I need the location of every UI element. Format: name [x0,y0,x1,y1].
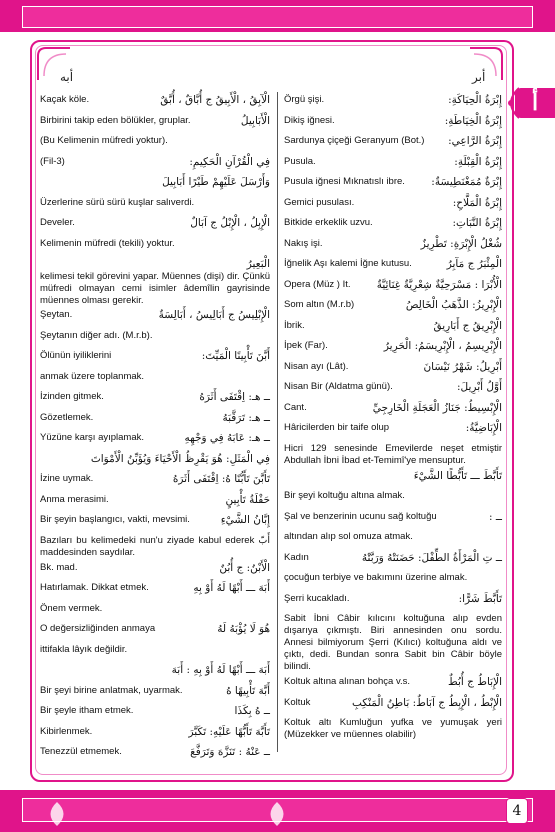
arabic-headword: الْإِبِلُ ، الْإِبْلُ ج آبَالٌ [190,217,270,229]
arabic-headword: الْإِبْسِيطُ: جَنَازُ الْعَجَلَةِ الْخَارِجِيِّ [372,401,502,414]
turkish-definition: Hâricilerden bir taife olup [284,422,390,433]
arabic-headword: الْإِبَاطُ ج أُبُطٌ [448,676,502,688]
turkish-definition: Şerri kucakladı. [284,592,350,604]
turkish-definition: Koltuk [284,696,311,708]
turkish-definition: Kibirlenmek. [40,725,93,737]
turkish-definition: Gözetlemek. [40,411,94,423]
turkish-definition: (Bu Kelimenin müfredi yoktur). [40,135,168,146]
arabic-headword: إِبْرَةٌ مُمَغْنَطِيسَةٌ: [431,176,502,188]
arabic-headword: أَبَّهَ تَأْبِيهًا هُ [226,684,270,697]
turkish-definition: (Fil-3) [40,155,65,167]
arabic-headword: إِبْرَةُ الْحِيَاكَةِ: [448,94,502,106]
arabic-headword: الْإِبْطُ ، الْإِبِطُ ج آبَاطٌ: بَاطِنُ الْمَنْكِبِ [351,696,502,709]
arabic-headword: الْمِئْبَرُ ج مَآبِرُ [446,258,502,270]
turkish-definition: Ölünün iyiliklerini [40,350,112,361]
turkish-definition: Anma merasimi. [40,493,109,505]
turkish-definition: Örgü şişi. [284,94,325,105]
arabic-headword: الْأَبْنُ: ج أُبُنٌ [219,561,270,574]
arabic-headword: فِي الْقُرْآنِ الْحَكِيمِ: [189,155,270,168]
arabic-headword: أَبْرِيلُ: شَهْرُ نَيْسَانَ [423,360,502,373]
turkish-definition: Kaçak köle. [40,94,90,105]
explanatory-paragraph: kelimesi tekil görevini yapar. Müennes (dişi) dir. Çünkü müfredi olmayan cemi isimler âdemîlin gayrisinde müennes olması gerekir. [40,271,270,306]
turkish-definition: O değersizliğinden anmaya [40,623,156,634]
floral-ornament-icon [260,800,294,828]
turkish-definition: Hatırlamak. Dikkat etmek. [40,582,149,593]
arabic-headword: الْأَبَابِيلُ [240,114,270,127]
turkish-definition: Bir şeyin başlangıcı, vakti, mevsimi. [40,514,190,525]
turkish-definition: Üzerlerine sürü sürü kuşlar salıverdi. [40,196,195,208]
turkish-definition: Gemici pusulası. [284,196,355,208]
turkish-definition: Som altın (M.r.b) [284,299,355,310]
top-decorative-band [0,0,555,32]
turkish-definition: Nakış işi. [284,237,323,249]
turkish-definition: Koltuk altına alınan bohça v.s. [284,676,411,687]
arabic-headword: أَبَهَ ـــ أَبْهًا لَهُ أَوْ بِهِ [193,582,270,594]
arabic-headword: تَأَبَّهَ تَأَبُّهًا عَلَيْهِ: تَكَبَّرَ [188,725,270,738]
arabic-headword: الْإِبْرِيقُ ج أَبَارِيقُ [433,319,502,332]
turkish-definition: Tenezzül etmemek. [40,746,122,757]
turkish-definition: Şal ve benzerinin ucunu sağ koltuğu [284,510,437,522]
arabic-headword: ــ هُ بِكَذَا [234,705,270,717]
arabic-headword: ــ : [488,510,502,523]
letter-tab: أ [515,88,555,118]
column-divider [277,92,278,752]
header-word-right: أبر [472,70,486,84]
floral-ornament-icon [40,800,74,828]
turkish-definition: İbrik. [284,319,305,331]
arabic-headword: ــ تِ الْمَرْأَةُ الطِّفْلَ: حَضَنَتْهُ وَرَبَّتْهُ [361,551,502,564]
turkish-definition: ittifakla lâyık değildir. [40,643,128,655]
arabic-headword: الْإِبَاضِيَّةُ: [465,422,502,434]
turkish-definition: anmak üzere toplanmak. [40,370,145,382]
arabic-headword: إِبْرَةُ النَّبَاتِ: [452,217,502,229]
explanatory-paragraph: Sabit İbni Câbir kılıcını koltuğuna alıp evden dışarıya çıkmıştı. Biri annesinden onu sordu. Annesi bilmiyorum Şerri (Kılıcı) koltuğuna aldı ve çıktı, dedi. Bundan sonra Sabit bin Câbir böyle bilindi. [284,613,502,672]
turkish-definition: Nisan Bir (Aldatma günü). [284,381,393,392]
turkish-definition: İpek (Far). [284,340,328,351]
page-number: 4 [506,798,528,824]
turkish-definition: Bir şeyi birine anlatmak, uyarmak. [40,684,183,696]
explanatory-paragraph: Koltuk altı Kumluğun yufka ve yumuşak yeri (Müzekker ve müennes olabilir) [284,717,502,740]
arabic-headword: إِبْرَةُ الْمَلَّاحِ: [452,196,502,209]
arabic-headword: الْبَعِيرُ [246,258,270,270]
turkish-definition: Kelimenin müfredi (tekili) yoktur. [40,237,175,249]
explanatory-paragraph: Hicri 129 senesinde Emevilerde neşet etmiştir Abdullah İbni İbad et-Temimî'ye mensuptur. [284,442,502,466]
turkish-definition: Şeytanın diğer adı. (M.r.b). [40,329,153,341]
turkish-definition: Bir şeyi koltuğu altına almak. [284,490,405,501]
arabic-headword: هُوَ لَا يُؤْبَهُ لَهُ [217,623,270,635]
turkish-definition: İğnelik Aşı kalemi İğne kutusu. [284,258,412,269]
turkish-definition: Sardunya çiçeği Geranyum (Bot.) [284,135,425,146]
explanatory-paragraph: Bazıları bu kelimedeki nun'u ziyade kabul ederek أَبّ maddesinden saydılar. [40,534,270,558]
turkish-definition: Yüzüne karşı ayıplamak. [40,432,145,443]
turkish-definition: Birbirini takip eden bölükler, gruplar. [40,114,191,126]
turkish-definition: Şeytan. [40,309,73,320]
arabic-headword: إِبَّانُ الشَّيْءِ [220,514,270,526]
arabic-headword: إِبْرَةُ الْخِيَاطَةِ: [444,114,502,127]
turkish-definition: Cant. [284,401,307,413]
turkish-definition: Opera (Müz ) It. [284,278,351,290]
turkish-definition: İzinden gitmek. [40,391,104,402]
arabic-headword: تَأَبَّنَ تَأَبُّنًا هُ: اِقْتَفَى أَثَرَهُ [172,473,270,485]
arabic-headword: الْإِبْرِيسِمُ ، الْإِبْرِيسَمُ: الْحَرِيرُ [383,340,502,352]
arabic-headword: أَوَّلُ أَبْرِيلَ: [457,381,502,393]
turkish-definition: Bk. mad. [40,561,78,573]
arabic-headword: ــ هـ: اِقْتَفَى أَثَرَهُ [199,391,270,403]
arabic-headword: تَأَبَّطَ ـــ تَأَبُّطًا الشَّيْءَ [413,469,502,482]
arabic-headword: حَفْلَةُ تَأْبِينٍ [225,493,270,506]
arabic-headword: شُغْلُ الْإِبْرَةِ: تَطْرِيزٌ [420,237,502,250]
arabic-headword: أَبَّنَ تَأْبِينًا الْمَيِّتَ: [201,350,270,362]
turkish-definition: Nisan ayı (Lât). [284,360,349,372]
arabic-headword: إِبْرَةُ الرَّاعِي: [448,135,502,147]
arabic-headword: وَأَرْسَلَ عَلَيْهِمْ طَيْرًا أَبَابِيلَ [162,176,270,188]
arabic-headword: ــ هـ: تَرَقَّبَهُ [222,411,270,424]
arabic-headword: ــ عَنْهُ : تَنَزَّهَ وَتَرَفَّعَ [190,746,270,758]
turkish-definition: Pusula iğnesi Mıknatıslı ibre. [284,176,405,187]
turkish-definition: çocuğun terbiye ve bakımını üzerine almak. [284,572,468,583]
turkish-definition: Kadın [284,551,309,563]
turkish-definition: Pusula. [284,155,316,167]
arabic-headword: ــ هـ: عَابَهُ فِي وَجْهِهِ [184,432,270,444]
arabic-headword: الْآبِقُ ، الْأَبِيقُ ج أُبَّاقٌ ، أُبَّقٌ [160,94,270,106]
arabic-headword: إِبْرَةُ الْقِبْلَةِ: [454,155,502,168]
turkish-definition: Bitkide erkeklik uzvu. [284,217,373,228]
turkish-definition: Önem vermek. [40,602,103,614]
turkish-definition: Develer. [40,217,75,228]
arabic-headword: الْأُبْرَا : مَسْرَحِيَّةٌ شِعْرِيَّةٌ غِنَائِيَّةٌ [376,278,502,291]
arabic-headword: فِي الْمَثَلِ: هُوَ يَقْرِظُ الْأَحْيَاءَ وَيُؤَبِّنُ الْأَمْوَاتَ [90,452,270,465]
arabic-headword: الْإِبْرِيزُ: الذَّهَبُ الْخَالِصُ [405,299,502,311]
arabic-headword: أَبَهَ ـــ أَبْهًا لَهُ أَوْ بِهِ : أَبَهَ [171,664,270,676]
turkish-definition: İzine uymak. [40,473,94,484]
turkish-definition: Dikiş iğnesi. [284,114,335,126]
turkish-definition: altından alıp sol omuza atmak. [284,531,413,542]
arabic-headword: تَأَبَّطَ شَرًّا: [458,592,502,605]
header-word-left: أبه [60,70,74,84]
arabic-headword: الْإِبْلِيسُ ج أَبَالِيسُ ، أَبَالِسَةٌ [158,309,270,321]
turkish-definition: Bir şeyle itham etmek. [40,705,134,716]
